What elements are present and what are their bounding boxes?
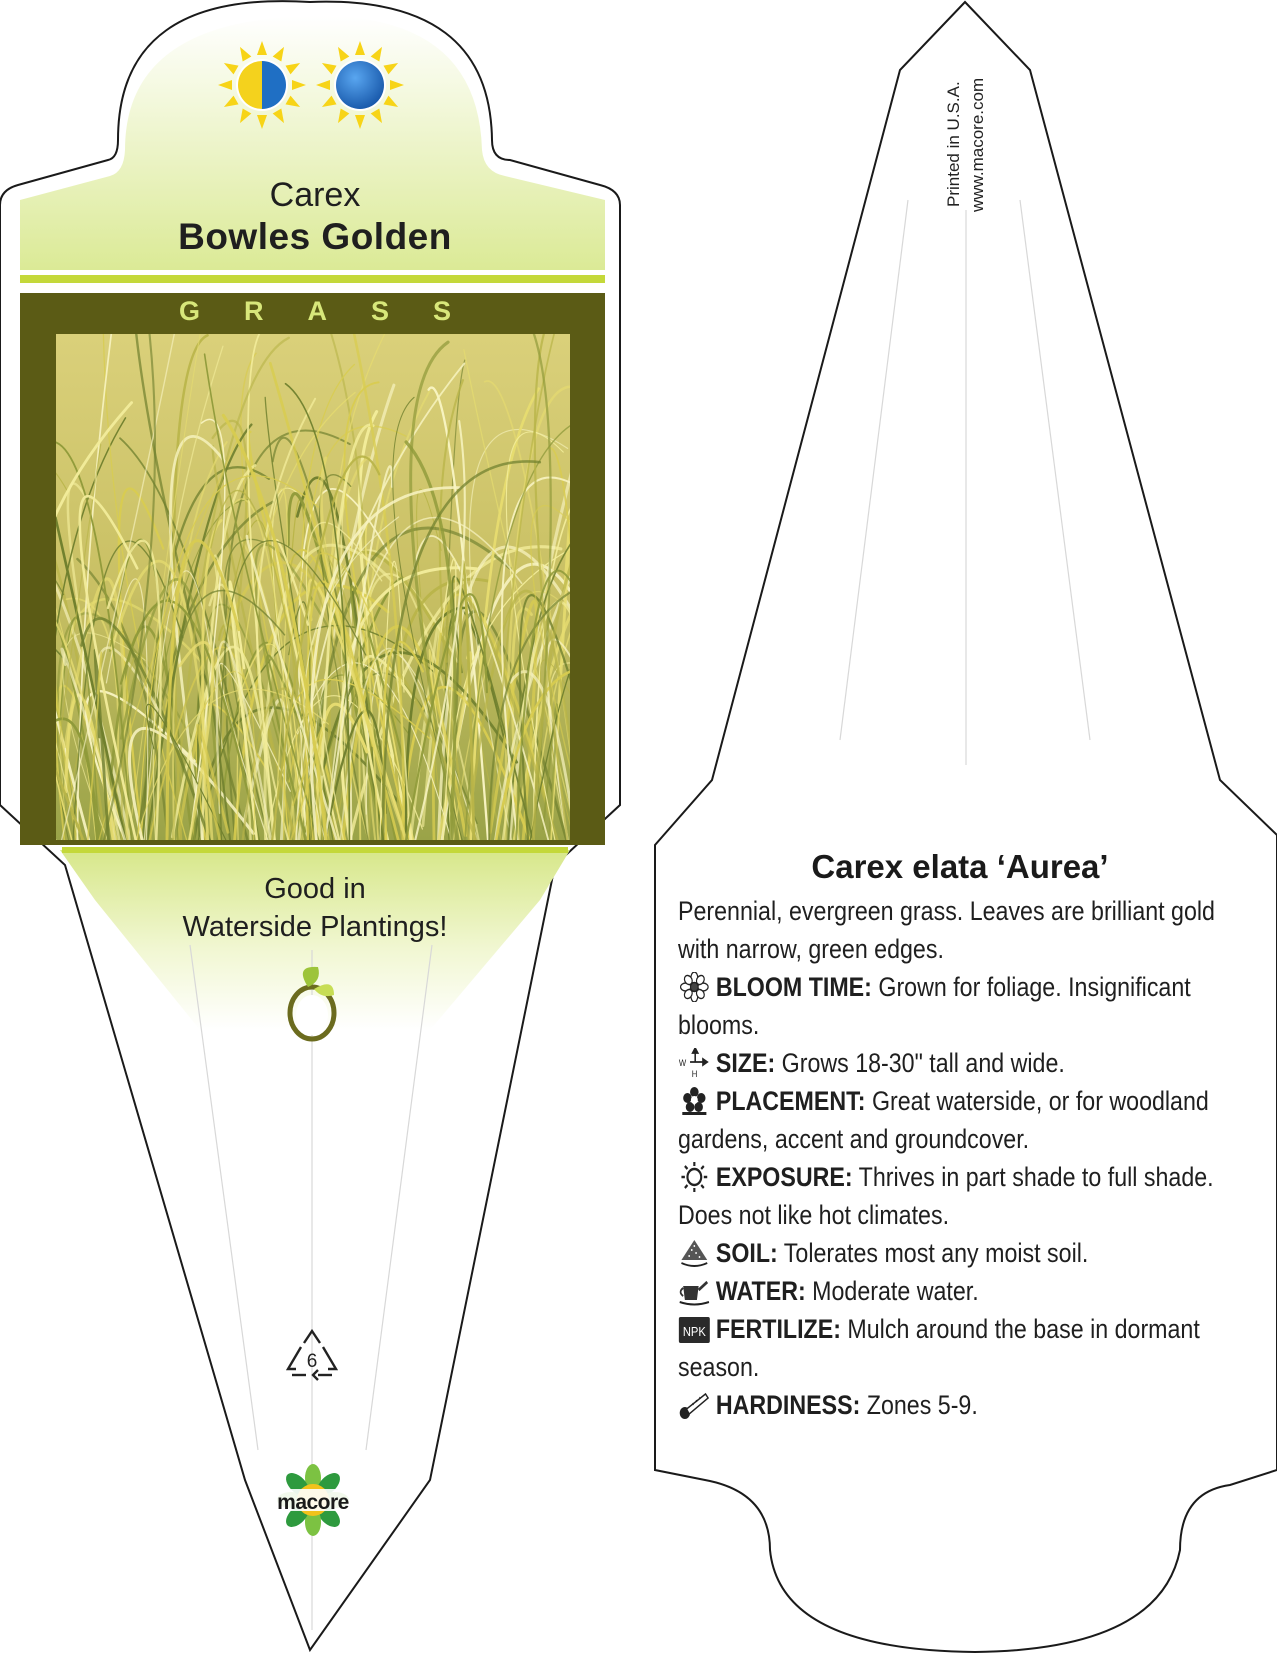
size-h-label: H xyxy=(691,1068,698,1078)
thermometer-icon xyxy=(678,1390,711,1420)
npk-icon xyxy=(678,1314,711,1344)
attribute-text: Thrives in part shade to full shade. Does not like hot climates. xyxy=(678,1162,1214,1230)
attribute-text: Tolerates most any moist soil. xyxy=(783,1238,1089,1268)
attribute-soil xyxy=(678,1234,1246,1272)
category-label: GRASS xyxy=(178,296,496,326)
attribute-hardiness xyxy=(678,1386,1246,1424)
attribute-label: FERTILIZE: xyxy=(715,1314,841,1344)
attribute-water xyxy=(678,1272,1246,1310)
attribute-text: Mulch around the base in dormant season. xyxy=(678,1314,1200,1382)
watering-can-icon xyxy=(678,1276,711,1306)
attribute-text: Grown for foliage. Insignificant blooms. xyxy=(678,972,1191,1040)
genus-name: Carex xyxy=(269,176,361,214)
attribute-label: WATER: xyxy=(715,1276,806,1306)
recycle-number: 6 xyxy=(306,1351,318,1372)
attribute-size xyxy=(678,1044,1246,1082)
header-divider xyxy=(20,275,605,283)
attribute-text: Grows 18-30" tall and wide. xyxy=(781,1048,1065,1078)
attribute-exposure xyxy=(678,1158,1246,1234)
printed-in-text: Printed in U.S.A. xyxy=(944,81,963,207)
attribute-bloom-time xyxy=(678,968,1246,1044)
attribute-label: BLOOM TIME: xyxy=(715,972,872,1002)
attribute-label: SOIL: xyxy=(715,1238,778,1268)
tagline-line1: Good in xyxy=(264,873,366,905)
attribute-placement xyxy=(678,1082,1246,1158)
size-arrows-icon xyxy=(678,1048,711,1078)
botanical-name: Carex elata ‘Aurea’ xyxy=(811,848,1109,885)
attribute-text: Great waterside, or for woodland gardens, accent and groundcover. xyxy=(678,1086,1209,1154)
cultivar-name: Bowles Golden xyxy=(178,216,452,257)
attribute-text: Zones 5-9. xyxy=(866,1390,978,1420)
tagline-line2: Waterside Plantings! xyxy=(182,911,448,943)
intro-text: Perennial, evergreen grass. Leaves are brilliant gold with narrow, green edges. xyxy=(678,896,1215,964)
placement-icon xyxy=(678,1086,711,1116)
attribute-label: HARDINESS: xyxy=(715,1390,861,1420)
grass-photo xyxy=(0,320,773,860)
flower-icon xyxy=(678,972,711,1002)
attribute-text: Moderate water. xyxy=(812,1276,979,1306)
website-text: www.macore.com xyxy=(968,77,987,212)
attribute-label: PLACEMENT: xyxy=(715,1086,866,1116)
soil-icon xyxy=(678,1238,711,1268)
care-description xyxy=(678,892,1246,1424)
sun-outline-icon xyxy=(678,1162,711,1192)
brand-name: macore xyxy=(277,1491,349,1514)
attribute-label: SIZE: xyxy=(715,1048,776,1078)
npk-label: NPK xyxy=(682,1324,706,1340)
tagline-divider xyxy=(62,847,568,853)
tagline xyxy=(90,870,540,946)
attribute-label: EXPOSURE: xyxy=(715,1162,853,1192)
attribute-fertilize xyxy=(678,1310,1246,1386)
size-w-label: W xyxy=(678,1057,687,1069)
